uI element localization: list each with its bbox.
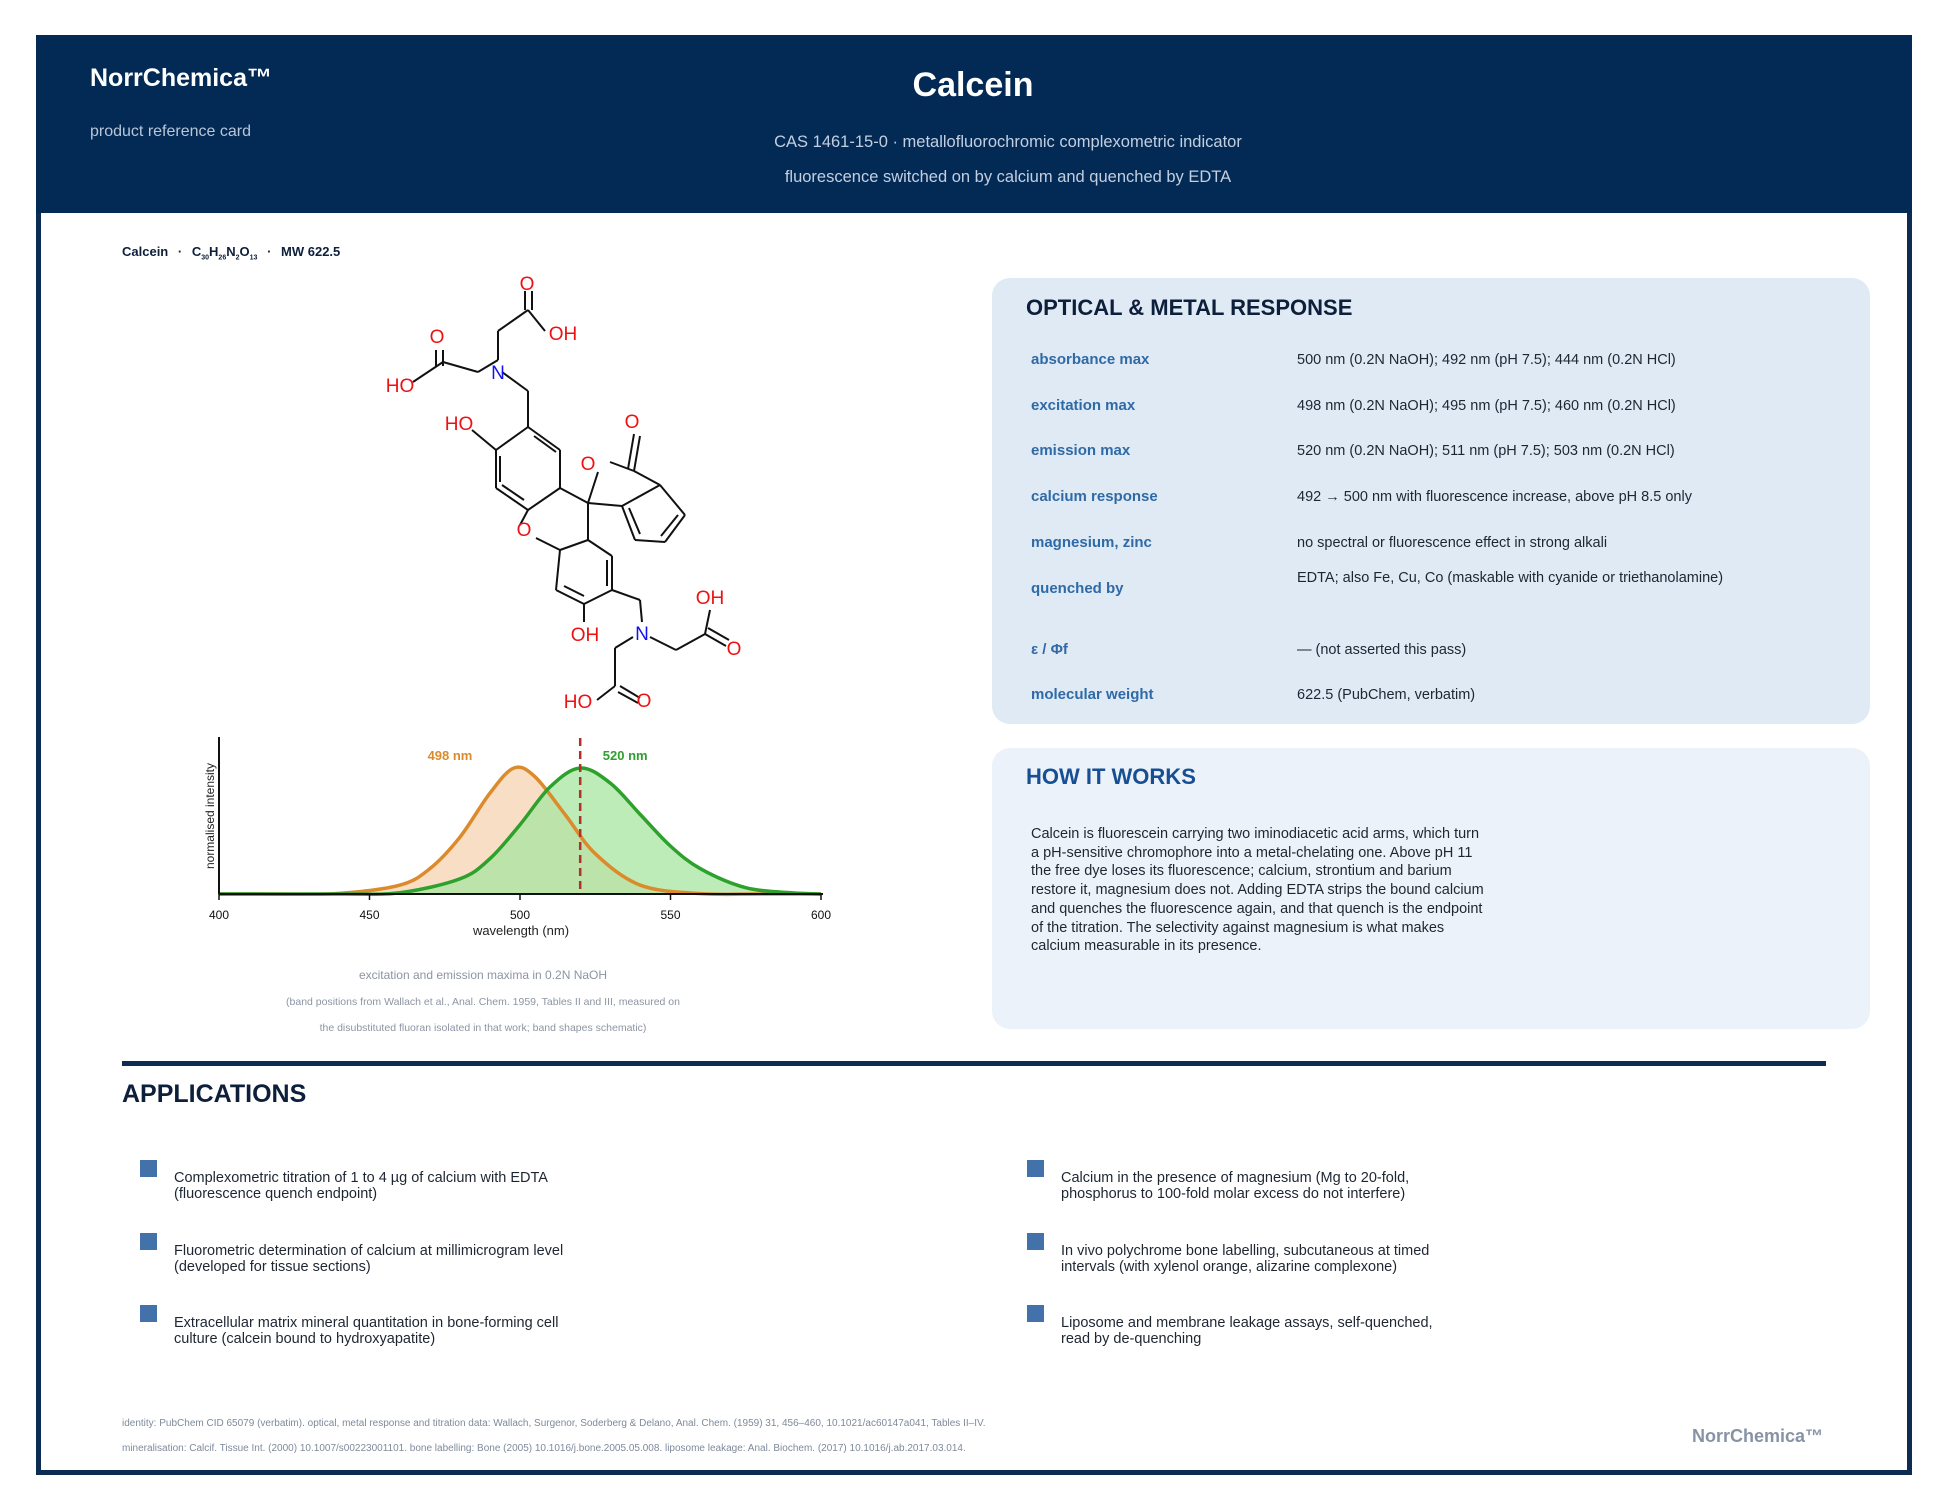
x-tick-label: 550	[660, 908, 681, 922]
x-tick-label: 500	[509, 908, 531, 922]
series-label-1: 520 nm	[602, 748, 648, 763]
formula-n: N	[226, 244, 236, 259]
atom-label: HO	[385, 376, 415, 397]
property-label: quenched by	[1031, 580, 1124, 597]
formula-c-count: 30	[201, 254, 210, 262]
application-item: Liposome and membrane leakage assays, self-quenched, read by de-quenching	[1061, 1315, 1433, 1347]
chart-caption: excitation and emission maxima in 0.2N NaOH	[358, 968, 608, 982]
atom-label: O	[624, 412, 640, 433]
atom-label: OH	[695, 588, 725, 609]
page-title: Calcein	[912, 66, 1034, 104]
x-tick-label: 450	[359, 908, 380, 922]
property-label: absorbance max	[1031, 351, 1150, 368]
property-label: magnesium, zinc	[1031, 534, 1152, 551]
how-text: Calcein is fluorescein carrying two iminodiacetic acid arms, which turn a pH-sensitive chromophore into a metal-chelating one. Above pH 11 the free dye loses its fluorescence; calcium, strontium and barium restore it, magnesium does not. Adding EDTA strips the bound calcium and quenches the fluorescence again, and that quench is the endpoint of the titration. The selectivity against magnesium is what makes calcium measurable in its presence.	[1031, 826, 1484, 955]
chart-note-1: (band positions from Wallach et al., Anal. Chem. 1959, Tables II and III, measured on	[286, 996, 680, 1008]
atom-label: N	[635, 624, 649, 645]
atom-label: HO	[444, 414, 474, 435]
footer-references-1: identity: PubChem CID 65079 (verbatim). optical, metal response and titration data: Wallach, Surgenor, Soderberg & Delano, Anal. Chem. (1959) 31, 456–460, 10.1021/ac60147a041, Tables II–IV.	[122, 1418, 986, 1429]
property-label: molecular weight	[1031, 686, 1154, 703]
atom-label: O	[726, 639, 742, 660]
formula-n-count: 2	[235, 254, 240, 262]
atom-label: OH	[548, 324, 578, 345]
bullet-square-icon	[140, 1233, 157, 1250]
property-value: no spectral or fluorescence effect in strong alkali	[1297, 535, 1608, 551]
optical-title: OPTICAL & METAL RESPONSE	[1026, 295, 1353, 320]
atom-label: OH	[570, 625, 600, 646]
applications-title: APPLICATIONS	[122, 1080, 307, 1108]
identity-sep-2: ·	[267, 244, 272, 259]
bullet-square-icon	[1027, 1160, 1044, 1177]
formula-o: O	[239, 244, 250, 259]
footer-references-2: mineralisation: Calcif. Tissue Int. (2000) 10.1007/s00223001101. bone labelling: Bone (2005) 10.1016/j.bone.2005.05.008. liposome leakage: Anal. Biochem. (2017) 10.1016/j.ab.2017.03.014.	[122, 1443, 966, 1454]
application-item: Extracellular matrix mineral quantitation in bone-forming cell culture (calcein bound to hydroxyapatite)	[174, 1315, 559, 1347]
atom-label: O	[636, 691, 652, 712]
y-axis-label: normalised intensity	[203, 762, 217, 870]
property-value: 520 nm (0.2N NaOH); 511 nm (pH 7.5); 503 nm (0.2N HCl)	[1297, 443, 1675, 459]
property-value: 498 nm (0.2N NaOH); 495 nm (pH 7.5); 460 nm (0.2N HCl)	[1297, 398, 1676, 414]
property-value: EDTA; also Fe, Cu, Co (maskable with cyanide or triethanolamine)	[1297, 570, 1724, 586]
section-divider	[122, 1061, 1826, 1066]
bullet-square-icon	[1027, 1233, 1044, 1250]
application-item: Fluorometric determination of calcium at millimicrogram level (developed for tissue sections)	[174, 1243, 564, 1275]
x-axis-label: wavelength (nm)	[472, 923, 570, 938]
application-item: Calcium in the presence of magnesium (Mg to 20-fold, phosphorus to 100-fold molar excess do not interfere)	[1061, 1170, 1410, 1202]
formula-c: C	[191, 244, 202, 259]
property-label: emission max	[1031, 442, 1131, 459]
atom-label: HO	[563, 692, 593, 713]
bullet-square-icon	[140, 1305, 157, 1322]
x-tick-label: 400	[208, 908, 230, 922]
atom-label: O	[580, 454, 596, 475]
formula-h-count: 26	[218, 254, 227, 262]
application-item: In vivo polychrome bone labelling, subcutaneous at timed intervals (with xylenol orange, alizarine complexone)	[1061, 1243, 1430, 1275]
identity-sep-1: ·	[177, 244, 183, 259]
property-label: calcium response	[1031, 488, 1158, 505]
property-value: 492 → 500 nm with fluorescence increase, above pH 8.5 only	[1297, 489, 1692, 505]
atom-label: O	[516, 520, 532, 541]
property-label: excitation max	[1031, 397, 1136, 414]
chart-note-2: the disubstituted fluoran isolated in that work; band shapes schematic)	[319, 1022, 647, 1034]
header-line-1: CAS 1461-15-0 · metallofluorochromic complexometric indicator	[774, 133, 1242, 151]
footer-brand: NorrChemica™	[1692, 1426, 1824, 1446]
property-label: ε / Φf	[1031, 641, 1068, 658]
atom-label: N	[491, 363, 505, 384]
how-title: HOW IT WORKS	[1026, 764, 1196, 789]
identity-mw: MW 622.5	[281, 244, 341, 259]
bullet-square-icon	[140, 1160, 157, 1177]
property-value: 622.5 (PubChem, verbatim)	[1297, 687, 1476, 703]
bullet-square-icon	[1027, 1305, 1044, 1322]
property-value: 500 nm (0.2N NaOH); 492 nm (pH 7.5); 444 nm (0.2N HCl)	[1297, 352, 1676, 368]
formula-h: H	[209, 244, 219, 259]
property-value: — (not asserted this pass)	[1297, 642, 1467, 658]
atom-label: O	[429, 327, 445, 348]
x-tick-label: 600	[810, 908, 832, 922]
brand-name: NorrChemica™	[90, 64, 272, 92]
brand-subtitle: product reference card	[90, 123, 251, 140]
header-line-2: fluorescence switched on by calcium and quenched by EDTA	[784, 168, 1232, 186]
atom-label: O	[519, 274, 535, 295]
identity-name: Calcein	[122, 244, 169, 259]
application-item: Complexometric titration of 1 to 4 µg of calcium with EDTA (fluorescence quench endpoint)	[174, 1170, 548, 1202]
formula-o-count: 13	[249, 254, 258, 262]
series-label-0: 498 nm	[427, 748, 473, 763]
